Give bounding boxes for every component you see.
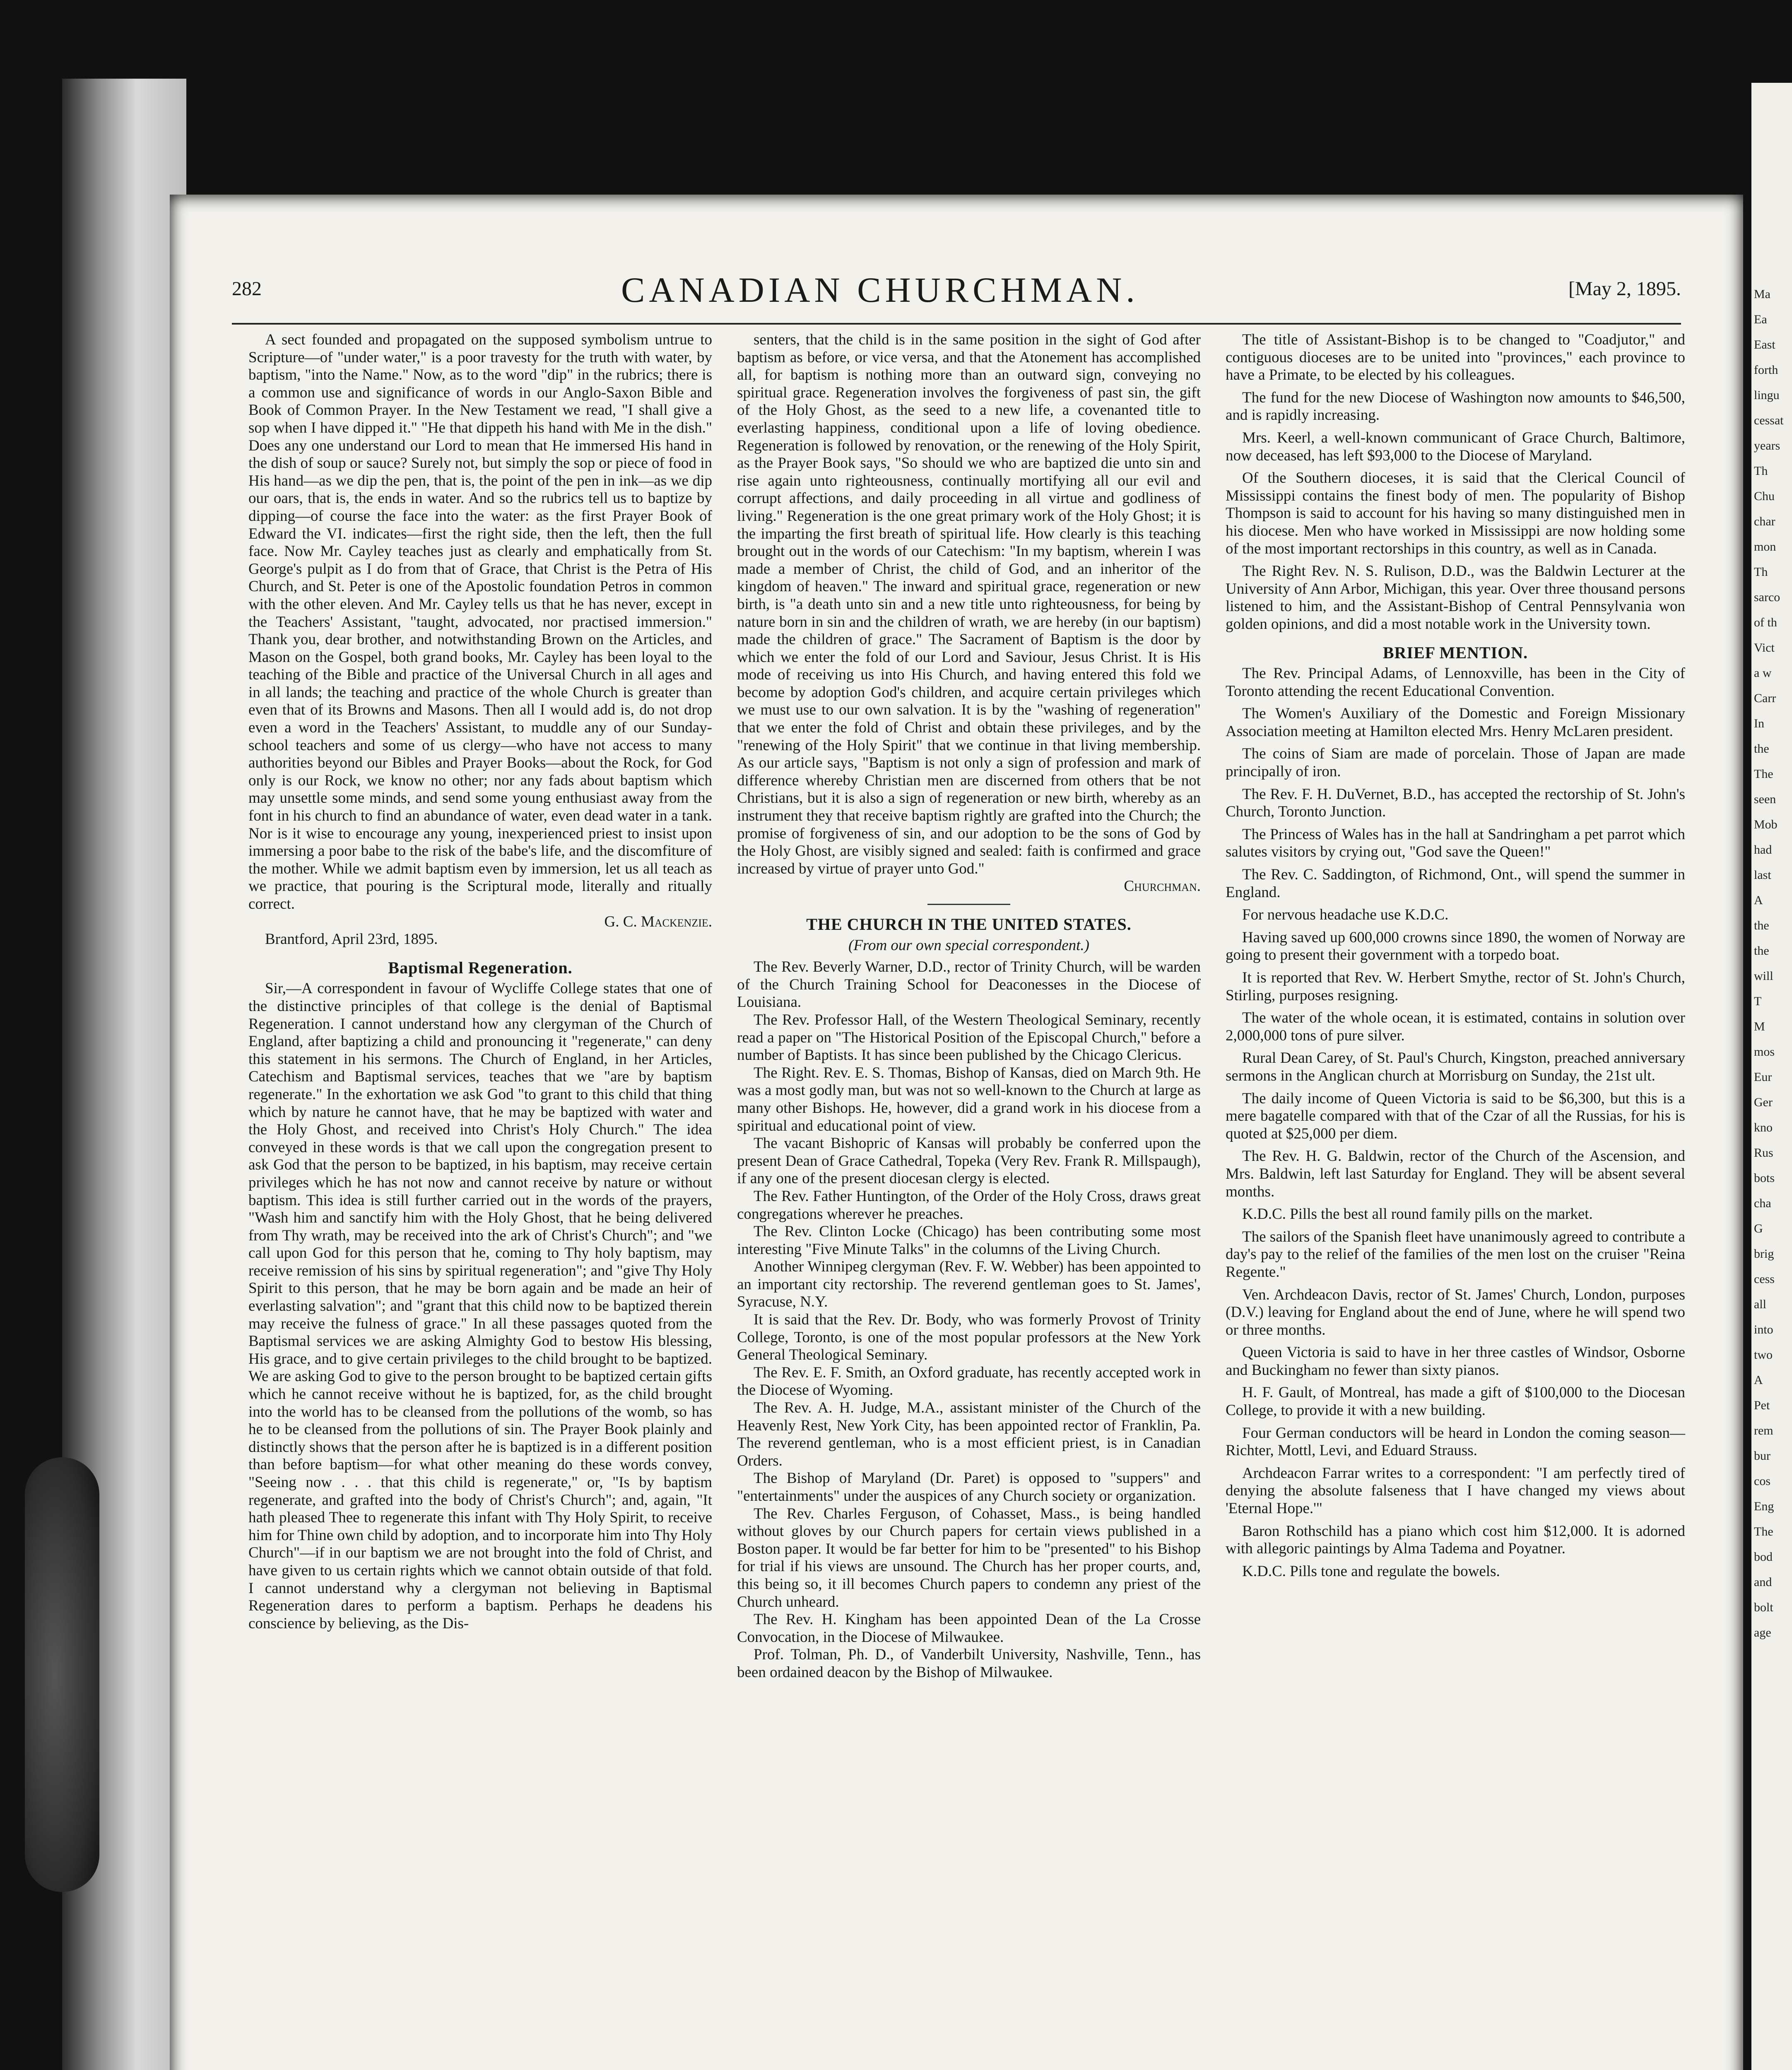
news-item: The Rev. Father Huntington, of the Order of the Holy Cross, draws great congregations wherever he preaches. (737, 1187, 1201, 1223)
brief-item: The water of the whole ocean, it is estimated, contains in solution over 2,000,000 tons of pure silver. (1226, 1009, 1685, 1044)
edge-fragment: sarco (1754, 590, 1780, 604)
edge-fragment: Carr (1754, 691, 1776, 705)
brief-item: K.D.C. Pills the best all round family pills on the market. (1242, 1206, 1593, 1223)
section-heading-brief-mention: BRIEF MENTION. (1383, 643, 1528, 662)
edge-fragment: Eur (1754, 1070, 1772, 1084)
news-item: The Right. Rev. E. S. Thomas, Bishop of Kansas, died on March 9th. He was a most godly man, but was not so well-known to the Church at large as many other Bishops. He, however, did a grand work in his diocese from a spiritual and educational point of view. (737, 1064, 1201, 1134)
edge-fragment: cessat (1754, 414, 1784, 427)
brief-item: H. F. Gault, of Montreal, has made a gift of $100,000 to the Diocesan College, to provide it with a new building. (1226, 1384, 1685, 1419)
section-heading-church-us: THE CHURCH IN THE UNITED STATES. (806, 915, 1132, 934)
letter-signature: Churchman. (1124, 878, 1201, 895)
paper-title: CANADIAN CHURCHMAN. (621, 270, 1139, 310)
brief-item: Having saved up 600,000 crowns since 1890, the women of Norway are going to present their government with a torpedo boat. (1226, 929, 1685, 964)
news-item: Of the Southern dioceses, it is said that the Clerical Council of Mississippi contains the finest body of men. The popularity of Bishop Thompson is said to account for his having so many distinguished men in his diocese. Men who have worked in Mississippi are now holding some of the most important rectorships in this country, as well as in Canada. (1226, 469, 1685, 557)
edge-fragment: Ea (1754, 313, 1767, 326)
edge-fragment: Th (1754, 565, 1768, 579)
edge-fragment: lingu (1754, 388, 1780, 402)
brief-item: Archdeacon Farrar writes to a correspondent: "I am perfectly tired of denying the absolute falseness that I have changed my views about 'Eternal Hope.'" (1226, 1464, 1685, 1517)
news-item: The Bishop of Maryland (Dr. Paret) is opposed to "suppers" and "entertainments" under the auspices of any Church society or organization. (737, 1470, 1201, 1504)
edge-fragment: the (1754, 944, 1769, 958)
letter-dateline: Brantford, April 23rd, 1895. (265, 931, 438, 948)
edge-fragment: bots (1754, 1171, 1775, 1185)
edge-fragment: seen (1754, 792, 1776, 806)
brief-item: Queen Victoria is said to have in her three castles of Windsor, Osborne and Buckingham no fewer than sixty pianos. (1226, 1344, 1685, 1379)
news-item: The title of Assistant-Bishop is to be changed to "Coadjutor," and contiguous dioceses are to be united into "provinces," each province to have a Primate, to be elected by his colleagues. (1226, 331, 1685, 384)
brief-item: For nervous headache use K.D.C. (1242, 906, 1449, 924)
section-divider (927, 904, 1010, 905)
letter-body: A sect founded and propagated on the supposed symbolism untrue to Scripture—of "under water," is a poor travesty for the truth with water, by baptism, "into the Name." Now, as to the word "dip" in the rubrics; there is a common use and significance of words in our Anglo-Saxon Bible and Book of Common Prayer. In the New Testament we read, "I shall give a sop when I have dipped it." "He that dippeth his hand with Me in the dish." Does any one understand our Lord to mean that He immersed His hand in the dish of soup or sauce? Surely not, but simply the sop or piece of food in His hand—as we dip the pen, that is, the point of the pen in ink—as we dip our oars, that is, the ends in water. And so the rubrics tell us to baptize by dipping—of course the face into the water: as the first Prayer Book of Edward the VI. indicates—first the right side, then the left, then the full face. Now Mr. Cayley teaches just as clearly and emphatically from St. George's pulpit as I do from that of Grace, that Christ is the Petra of His Church, and St. Peter is one of the Apostolic foundation Petros in common with the other eleven. And Mr. Cayley tells us that he has never, except in the Teachers' Assistant, "taught, advocated, nor practised immersion." Thank you, dear brother, and notwithstanding Brown on the Articles, and Mason on the Gospel, both grand books, Mr. Cayley has been loyal to the teaching of the Bible and practice of the Universal Church in all ages and in all lands; the teaching and practice of the whole Church is greater than even that of its Browns and Masons. Then all I would add is, do not drop even a word in the Teachers' Assistant, to muddle any of our Sunday-school teachers and some of us clergy—who have not access to many authorities beyond our Bibles and Prayer Books—about the Rock, for God only is our Rock, we know no other; nor any fads about baptism which may unsettle some minds, and send some young enthusiast away from the font in his church to find an abundance of water, even dead water in a tank. Nor is it wise to encourage any young, inexperienced priest to insist upon immersing a poor babe to the risk of the babe's life, and the discomfiture of the mother. While we admit baptism even by immersion, let us all teach as we practice, that pouring is the Scriptural mode, literally and ritually correct. (248, 331, 712, 912)
edge-fragment: Rus (1754, 1146, 1773, 1160)
edge-fragment: char (1754, 515, 1775, 528)
edge-fragment: East (1754, 338, 1775, 351)
edge-fragment: Chu (1754, 489, 1775, 503)
brief-item: The sailors of the Spanish fleet have unanimously agreed to contribute a day's pay to the relief of the families of the men lost on the cruiser "Reina Regente." (1226, 1228, 1685, 1281)
brief-item: The Rev. Principal Adams, of Lennoxville, has been in the City of Toronto attending the recent Educational Convention. (1226, 665, 1685, 700)
edge-fragment: mos (1754, 1045, 1775, 1059)
edge-fragment: a w (1754, 666, 1772, 680)
news-item: The fund for the new Diocese of Washington now amounts to $46,500, and is rapidly increasing. (1226, 389, 1685, 424)
issue-date: [May 2, 1895. (1568, 278, 1681, 300)
edge-fragment: A (1754, 1373, 1763, 1387)
news-item: It is said that the Rev. Dr. Body, who was formerly Provost of Trinity College, Toronto, is one of the most popular professors at the New York General Theological Seminary. (737, 1311, 1201, 1364)
masthead (232, 269, 1681, 319)
brief-item: The daily income of Queen Victoria is said to be $6,300, but this is a mere bagatelle compared with that of the Czar of all the Russias, for his is quoted at $25,000 per diem. (1226, 1090, 1685, 1142)
edge-fragment: bod (1754, 1550, 1773, 1564)
thumb-shadow (25, 1457, 99, 1892)
edge-fragment: and (1754, 1575, 1772, 1589)
edge-fragment: last (1754, 868, 1771, 882)
edge-fragment: brig (1754, 1247, 1774, 1261)
brief-item: The Women's Auxiliary of the Domestic and Foreign Missionary Association meeting at Hamilton elected Mrs. Henry McLaren president. (1226, 705, 1685, 740)
edge-fragment: rem (1754, 1424, 1773, 1437)
edge-fragment: Vict (1754, 641, 1775, 655)
edge-fragment: forth (1754, 363, 1778, 377)
edge-fragment: In (1754, 717, 1764, 730)
edge-fragment: G (1754, 1222, 1763, 1235)
edge-fragment: years (1754, 439, 1780, 453)
letter-continuation: senters, that the child is in the same position in the sight of God after baptism as before, or vice versa, and that the Atonement has accomplished all, for baptism is nothing more than an outward sign, conveying no spiritual grace. Regeneration involves the forgiveness of past sin, the gift of the Holy Ghost, as the seed to a new life, a covenanted title to everlasting happiness, conditional upon a life of loving obedience. Regeneration is followed by renovation, or the renewing of the Holy Spirit, as the Prayer Book says, "So should we who are baptized die unto sin and rise again unto righteousness, continually mortifying all our evil and corrupt affections, and daily proceeding in all virtue and godliness of living." Regeneration is the one great primary work of the Holy Ghost; it is the imparting the first breath of spiritual life. How clearly is this teaching brought out in the words of our Catechism: "In my baptism, wherein I was made a member of Christ, the child of God, and an inheritor of the kingdom of heaven." The inward and spiritual grace, regeneration or new birth, is "a death unto sin and a new title unto righteousness, for being by nature born in sin and the children of wrath, we are hereby (in our baptism) made the children of grace." The Sacrament of Baptism is the door by which we enter the fold of our Lord and Saviour, Jesus Christ. It is His mode of receiving us into His Church, and having entered this fold we become by adoption God's children, and acquire certain privileges which we must use to our own salvation. It is by the "washing of regeneration" that we enter the fold of Christ and obtain these privileges, and by the "renewing of the Holy Spirit" that we continue in that living membership. As our article says, "Baptism is not only a sign of profession and mark of difference whereby Christian men are discerned from others that be not Christians, but it is also a sign of regeneration or new birth, whereby as an instrument they that receive baptism rightly are grafted into the Church; the promise of forgiveness of sin, and our adoption to be the sons of God by the Holy Ghost, are visibly signed and sealed: faith is confirmed and grace increased by virtue of prayer unto God." (737, 331, 1201, 877)
news-item: Another Winnipeg clergyman (Rev. F. W. Webber) has been appointed to an important city rectorship. The reverend gentleman goes to St. James', Syracuse, N.Y. (737, 1258, 1201, 1311)
news-item: The Rev. Beverly Warner, D.D., rector of Trinity Church, will be warden of the Church Training School for Deaconesses in the Diocese of Louisiana. (737, 958, 1201, 1011)
edge-fragment: Pet (1754, 1398, 1770, 1412)
news-item: The Rev. E. F. Smith, an Oxford graduate, has recently accepted work in the Diocese of Wyoming. (737, 1364, 1201, 1399)
edge-fragment: Ger (1754, 1095, 1773, 1109)
edge-fragment: cess (1754, 1272, 1775, 1286)
edge-fragment: the (1754, 742, 1769, 756)
section-heading-baptismal-regeneration: Baptismal Regeneration. (388, 958, 573, 977)
edge-fragment: into (1754, 1323, 1773, 1336)
edge-fragment: Th (1754, 464, 1768, 478)
edge-fragment: M (1754, 1020, 1765, 1033)
edge-fragment: all (1754, 1297, 1766, 1311)
brief-item: The Rev. C. Saddington, of Richmond, Ont., will spend the summer in England. (1226, 866, 1685, 901)
edge-fragment: Eng (1754, 1500, 1774, 1513)
edge-fragment: cos (1754, 1474, 1770, 1488)
facing-page-fragments (1754, 282, 1791, 1645)
brief-item: The Rev. F. H. DuVernet, B.D., has accepted the rectorship of St. John's Church, Toronto Junction. (1226, 785, 1685, 821)
news-item: The Rev. H. Kingham has been appointed Dean of the La Crosse Convocation, in the Diocese of Milwaukee. (737, 1611, 1201, 1646)
edge-fragment: cha (1754, 1196, 1771, 1210)
edge-fragment: had (1754, 843, 1772, 857)
column-left (248, 331, 712, 1632)
header-rule (232, 323, 1681, 325)
letter-signature: G. C. Mackenzie. (604, 913, 712, 930)
edge-fragment: Ma (1754, 287, 1770, 301)
edge-fragment: two (1754, 1348, 1773, 1362)
edge-fragment: bolt (1754, 1601, 1773, 1614)
edge-fragment: A (1754, 893, 1763, 907)
brief-item: The coins of Siam are made of porcelain. Those of Japan are made principally of iron. (1226, 745, 1685, 780)
news-item: The Rev. Professor Hall, of the Western Theological Seminary, recently read a paper on "The Historical Position of the Episcopal Church," before a number of Baptists. It has since been published by the Chicago Clericus. (737, 1011, 1201, 1064)
brief-item: Rural Dean Carey, of St. Paul's Church, Kingston, preached anniversary sermons in the Anglican church at Morrisburg on Sunday, the 21st ult. (1226, 1049, 1685, 1084)
brief-item: The Rev. H. G. Baldwin, rector of the Church of the Ascension, and Mrs. Baldwin, left last Saturday for England. They will be absent several months. (1226, 1148, 1685, 1200)
edge-fragment: of th (1754, 616, 1777, 629)
brief-item: Four German conductors will be heard in London the coming season—Richter, Mottl, Levi, and Eduard Strauss. (1226, 1424, 1685, 1459)
edge-fragment: the (1754, 919, 1769, 932)
edge-fragment: T (1754, 994, 1762, 1008)
news-item: Mrs. Keerl, a well-known communicant of Grace Church, Baltimore, now deceased, has left $93,000 to the Diocese of Maryland. (1226, 429, 1685, 464)
page-number: 282 (232, 278, 262, 300)
column-right (1226, 331, 1685, 1585)
news-item: The vacant Bishopric of Kansas will probably be conferred upon the present Dean of Grace Cathedral, Topeka (Very Rev. Frank R. Millspaugh), if any one of the present diocesan clergy is elected. (737, 1135, 1201, 1187)
brief-item: K.D.C. Pills tone and regulate the bowels. (1242, 1562, 1500, 1580)
column-middle (737, 331, 1201, 1682)
news-item: The Rev. Clinton Locke (Chicago) has been contributing some most interesting "Five Minute Talks" in the columns of the Living Church. (737, 1223, 1201, 1258)
news-item: The Rev. A. H. Judge, M.A., assistant minister of the Church of the Heavenly Rest, New York City, has been appointed rector of Franklin, Pa. The reverend gentleman, who is a most efficient priest, is in Canadian Orders. (737, 1399, 1201, 1469)
edge-fragment: age (1754, 1626, 1771, 1639)
brief-item: Ven. Archdeacon Davis, rector of St. James' Church, London, purposes (D.V.) leaving for England about the end of June, where he will spend two or three months. (1226, 1286, 1685, 1338)
letter-body: Sir,—A correspondent in favour of Wycliffe College states that one of the distinctive principles of that college is the denial of Baptismal Regeneration. I cannot understand how any clergyman of the Church of England, after baptizing a child and pronouncing it "regenerate," can deny this statement in his sermons. The Church of England, in her Articles, Catechism and Baptismal services, teaches that we "are by baptism regenerate." In the exhortation we ask God "to grant to this child that thing which by nature he cannot have, that he may be baptized with water and the Holy Ghost, and received into Christ's Holy Church." The idea conveyed in these words is that we call upon the congregation present to ask God that the person to be baptized, in his baptism, may receive certain privileges which he has not now and cannot receive by nature or without baptism. This idea is still further carried out in the words of the prayers, "Wash him and sanctify him with the Holy Ghost, that he being delivered from Thy wrath, may be received into the ark of Christ's Church"; and "we call upon God for this person that he, coming to Thy holy baptism, may receive remission of his sins by spiritual regeneration"; and "give Thy Holy Spirit to this person, that he may be born again and be made an heir of everlasting salvation"; and "grant that this child now to be baptized therein may receive the fulness of grace." In all these passages quoted from the Baptismal services we are asking Almighty God to bestow His blessing, His grace, and to give certain privileges to the child brought to be baptized. We are asking God to give to the person brought to be baptized certain gifts which he cannot receive without he is baptized, for, as the child brought into the world has to be cleansed from the pollutions of the womb, so has he to be cleansed from the pollutions of sin. The Prayer Book plainly and distinctly shows that the person after he is baptized is in a different position than before baptism—for what other meaning do these words convey, "Seeing now . . . that this child is regenerate," or, "Is by baptism regenerate, and grafted into the body of Christ's Church"; and, again, "It hath pleased Thee to regenerate this infant with Thy Holy Spirit, to receive him for Thine own child by adoption, and to incorporate him into Thy Holy Church"—if in our baptism we are not brought into the fold of Christ, and have given to us certain rights which we cannot obtain outside of that fold. I cannot understand why a clergyman not believing in Baptismal Regeneration dares to perform a baptism. Perhaps he deadens his conscience by believing, as the Dis- (248, 980, 712, 1632)
edge-fragment: The (1754, 767, 1773, 781)
news-item: Prof. Tolman, Ph. D., of Vanderbilt University, Nashville, Tenn., has been ordained deacon by the Bishop of Milwaukee. (737, 1646, 1201, 1681)
edge-fragment: The (1754, 1525, 1773, 1538)
brief-item: It is reported that Rev. W. Herbert Smythe, rector of St. John's Church, Stirling, purposes resigning. (1226, 969, 1685, 1004)
edge-fragment: Mob (1754, 818, 1778, 831)
edge-fragment: bur (1754, 1449, 1770, 1463)
edge-fragment: kno (1754, 1121, 1773, 1134)
news-item: The Rev. Charles Ferguson, of Cohasset, Mass., is being handled without gloves by our Church papers for certain views published in a Boston paper. It would be far better for him to be "presented" to his Bishop for trial if his views are unsound. The Church has her proper courts, and, this being so, it ill becomes Church papers to condemn any priest of the Church unheard. (737, 1505, 1201, 1610)
section-subheading: (From our own special correspondent.) (848, 936, 1089, 954)
news-item: The Right Rev. N. S. Rulison, D.D., was the Baldwin Lecturer at the University of Ann Arbor, Michigan, this year. Over three thousand persons listened to him, and the Assistant-Bishop of Central Pennsylvania won golden opinions, and did a most notable work in the University town. (1226, 563, 1685, 633)
brief-item: The Princess of Wales has in the hall at Sandringham a pet parrot which salutes visitors by crying out, "God save the Queen!" (1226, 826, 1685, 861)
edge-fragment: mon (1754, 540, 1776, 554)
brief-item: Baron Rothschild has a piano which cost him $12,000. It is adorned with allegoric paintings by Alma Tadema and Poyatner. (1226, 1522, 1685, 1557)
edge-fragment: will (1754, 969, 1773, 983)
